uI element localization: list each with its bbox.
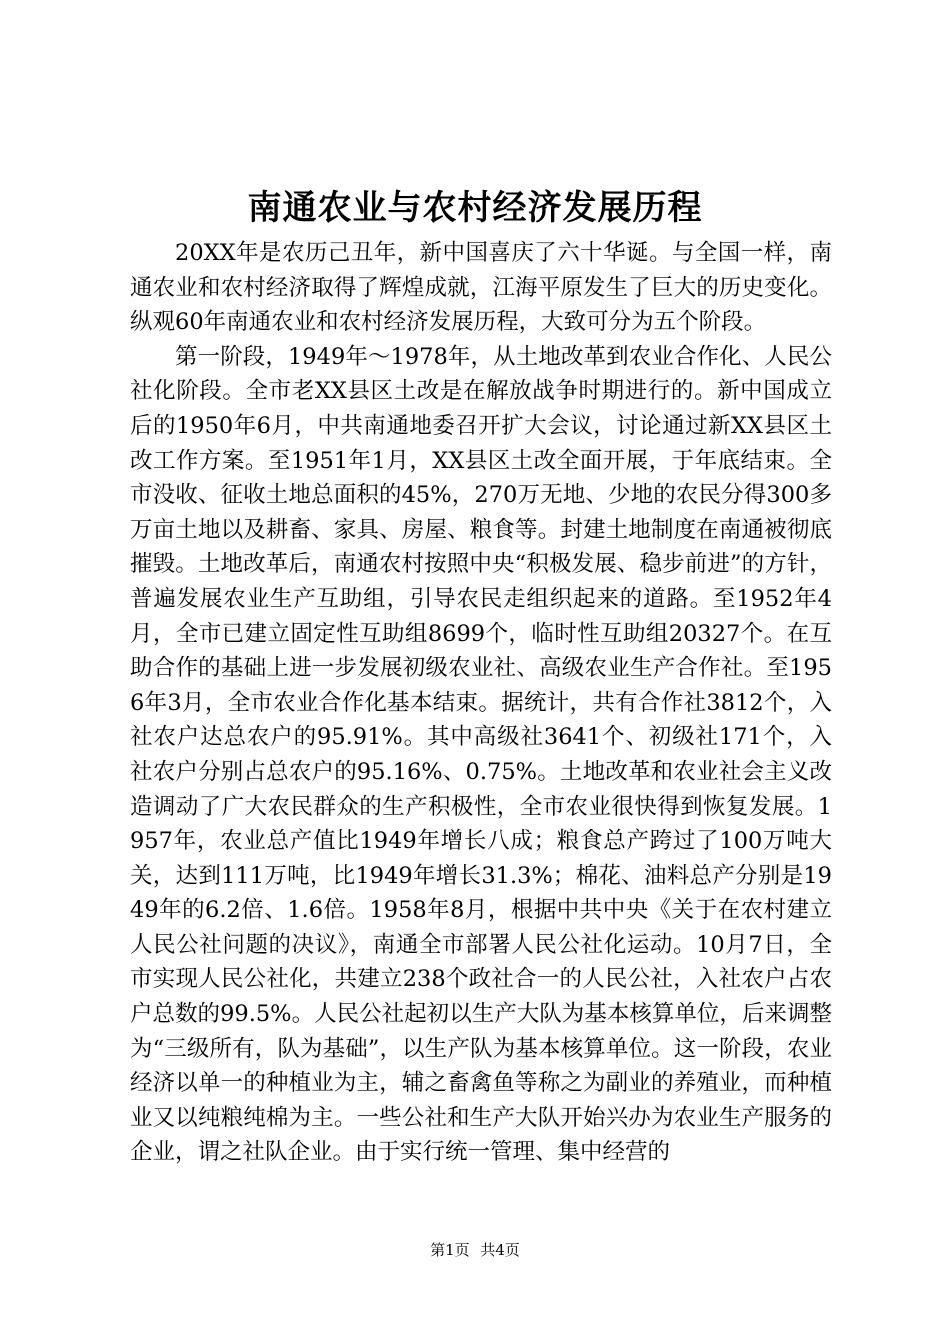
page-footer (0, 1240, 950, 1260)
stage-one-paragraph: 第一阶段，1949年～1978年，从土地改革到农业合作化、人民公社化阶段。全市老XX县区土改是在解放战争时期进行的。新中国成立后的1950年6月，中共南通地委召开扩大会议，讨论通过新XX县区土改工作方案。至1951年1月，XX县区土改全面开展，于年底结束。全市没收、征收土地总面积的45%，270万无地、少地的农民分得300多万亩土地以及耕畜、家具、房屋、粮食等。封建土地制度在南通被彻底摧毁。土地改革后，南通农村按照中央“积极发展、稳步前进”的方针，普遍发展农业生产互助组，引导农民走组织起来的道路。至1952年4月，全市已建立固定性互助组8699个，临时性互助组20327个。在互助合作的基础上进一步发展初级农业社、高级农业生产合作社。至1956年3月，全市农业合作化基本结束。据统计，共有合作社3812个，入社农户达总农户的95.91%。其中高级社3641个、初级社171个，入社农户分别占总农户的95.16%、0.75%。土地改革和农业社会主义改造调动了广大农民群众的生产积极性，全市农业很快得到恢复发展。1957年，农业总产值比1949年增长八成；粮食总产跨过了100万吨大关，达到111万吨，比1949年增长31.3%；棉花、油料总产分别是1949年的6.2倍、1.6倍。1958年8月，根据中共中央《关于在农村建立人民公社问题的决议》，南通全市部署人民公社化运动。10月7日，全市实现人民公社化，共建立238个政社合一的人民公社，入社农户占农户总数的99.5%。人民公社起初以生产大队为基本核算单位，后来调整为“三级所有，队为基础”，以生产队为基本核算单位。这一阶段，农业经济以单一的种植业为主，辅之畜禽鱼等称之为副业的养殖业，而种植业又以纯粮纯棉为主。一些公社和生产大队开始兴办为农业生产服务的企业，谓之社队企业。由于实行统一管理、集中经营的 (130, 343, 832, 1166)
intro-paragraph: 20XX年是农历己丑年，新中国喜庆了六十华诞。与全国一样，南通农业和农村经济取得了辉煌成就，江海平原发生了巨大的历史变化。纵观60年南通农业和农村经济发展历程，大致可分为五个阶段。 (130, 240, 832, 336)
page-total: 共4页 (480, 1241, 520, 1259)
document-body (130, 236, 832, 1170)
page-number: 第1页 (430, 1241, 470, 1259)
document-title: 南通农业与农村经济发展历程 (247, 188, 703, 228)
